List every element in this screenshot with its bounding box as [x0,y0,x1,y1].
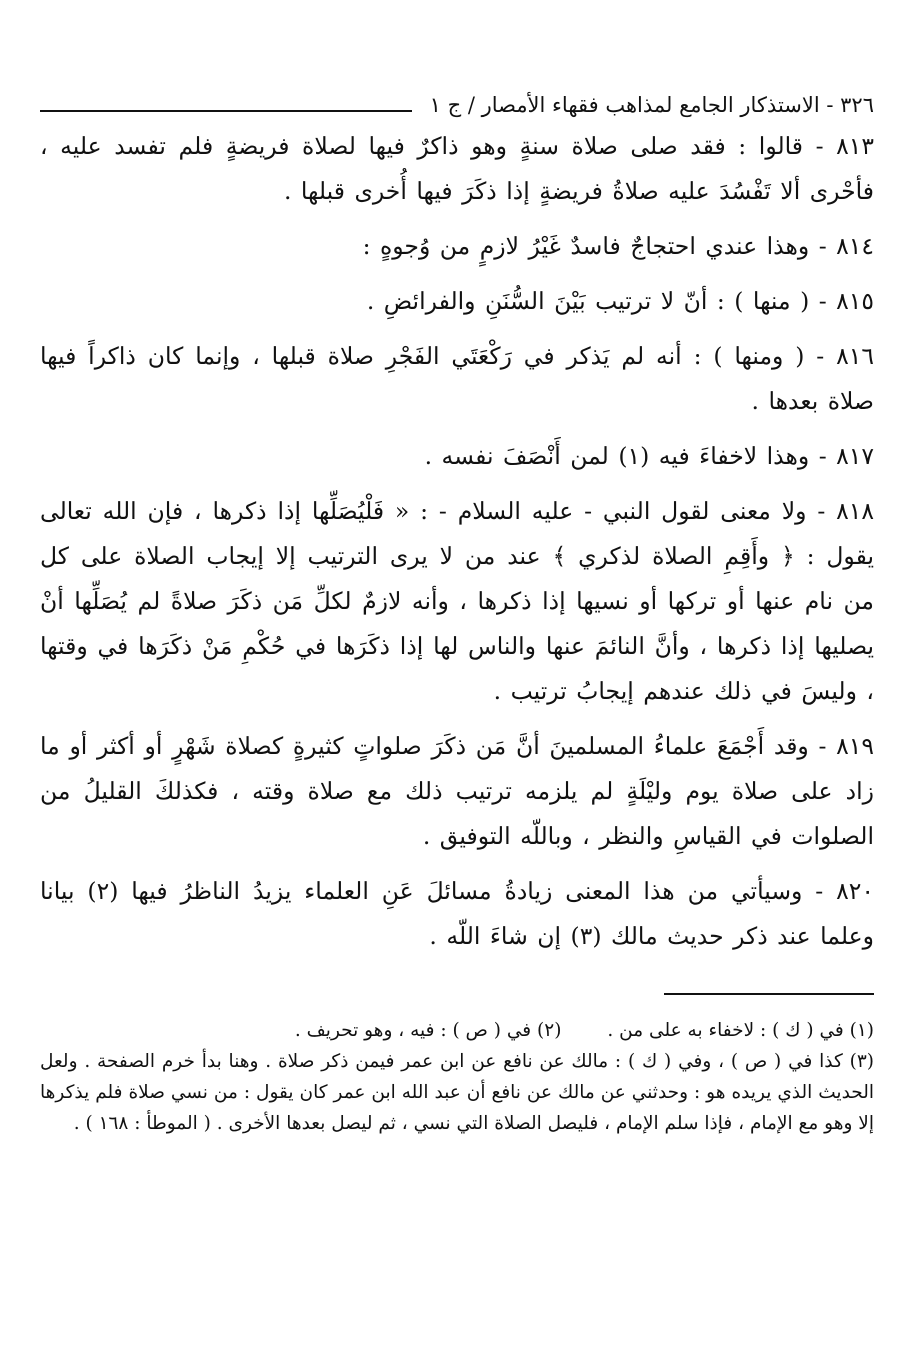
header-rule [40,110,412,112]
paragraph-815: ٨١٥ - ( منها ) : أنّ لا ترتيب بَيْنَ السُّنَنِ والفرائضِ . [366,287,874,315]
paragraph-816: ٨١٦ - ( ومنها ) : أنه لم يَذكر في رَكْعَتَي الفَجْرِ صلاة قبلها ، وإنما كان ذاكراً فيها صلاة بعدها . [40,342,874,415]
footnote-separator [664,993,874,995]
footnote-1: (١) في ( ك ) : لاخفاء به على من . [607,1020,874,1041]
footnote-separator-wrap [40,993,874,995]
header-title: ٣٢٦ - الاستذكار الجامع لمذاهب فقهاء الأمصار / ج ١ [429,93,874,117]
paragraph-818: ٨١٨ - ولا معنى لقول النبي - عليه السلام - : « فَلْيُصَلِّها إذا ذكرها ، فإن الله تعالى يقول : ﴿ وأَقِمِ الصلاة لذكري ﴾ عند من لا يرى الترتيب إلا إيجاب الصلاة على كل من نام عنها أو تركها أو نسيها إذا ذكرها ، وأنه لازمٌ لكلِّ مَن ذكَرَ صلاةً لم يُصَلِّها أنْ يصليها إذا ذكرها ، وأنَّ النائمَ عنها والناس لها إذا ذكَرَها في حُكْمِ مَنْ ذكَرَها في وقتها ، وليسَ في ذلك عندهم إيجابُ ترتيب . [40,497,874,705]
footnotes [40,1015,874,1139]
paragraph-813: ٨١٣ - قالوا : فقد صلى صلاة سنةٍ وهو ذاكرٌ فيها لصلاة فريضةٍ فلم تفسد عليه ، فأحْرى ألا تَفْسُدَ عليه صلاةُ فريضةٍ إذا ذكَرَ فيها أُخرى قبلها . [40,132,874,205]
footnote-row [40,1015,874,1046]
main-text [40,124,874,959]
running-header [40,84,874,120]
paragraph-820: ٨٢٠ - وسيأتي من هذا المعنى زيادةُ مسائلَ عَنِ العلماء يزيدُ الناظرُ فيها (٢) بيانا وعلما عند ذكر حديث مالك (٣) إن شاءَ اللّه . [40,877,874,950]
paragraph-814: ٨١٤ - وهذا عندي احتجاجٌ فاسدٌ غَيْرُ لازمٍ من وُجوهٍ : [362,232,874,260]
footnote-2: (٢) في ( ص ) : فيه ، وهو تحريف . [294,1020,562,1041]
paragraph-819: ٨١٩ - وقد أَجْمَعَ علماءُ المسلمينَ أنَّ مَن ذكَرَ صلواتٍ كثيرةٍ كصلاة شَهْرٍ أو أكثر أو ما زاد على صلاة يوم وليْلَةٍ لم يلزمه ترتيب ذلك مع صلاة وقته ، فكذلكَ القليلُ من الصلوات في القياسِ والنظر ، وباللّه التوفيق . [40,732,874,850]
paragraph-817: ٨١٧ - وهذا لاخفاءَ فيه (١) لمن أَنْصَفَ نفسه . [424,442,874,470]
footnote-3: (٣) كذا في ( ص ) ، وفي ( ك ) : مالك عن نافع عن ابن عمر فيمن ذكر صلاة . وهنا بدأ خرم الصفحة . ولعل الحديث الذي يريده هو : وحدثني عن مالك عن نافع أن عبد الله ابن عمر كان يقول : من نسي صلاة فلم يذكرها إلا وهو مع الإمام ، فإذا سلم الإمام ، فليصل الصلاة التي نسي ، ثم ليصل بعدها الأخرى . ( الموطأ : ١٦٨ ) . [40,1051,874,1134]
